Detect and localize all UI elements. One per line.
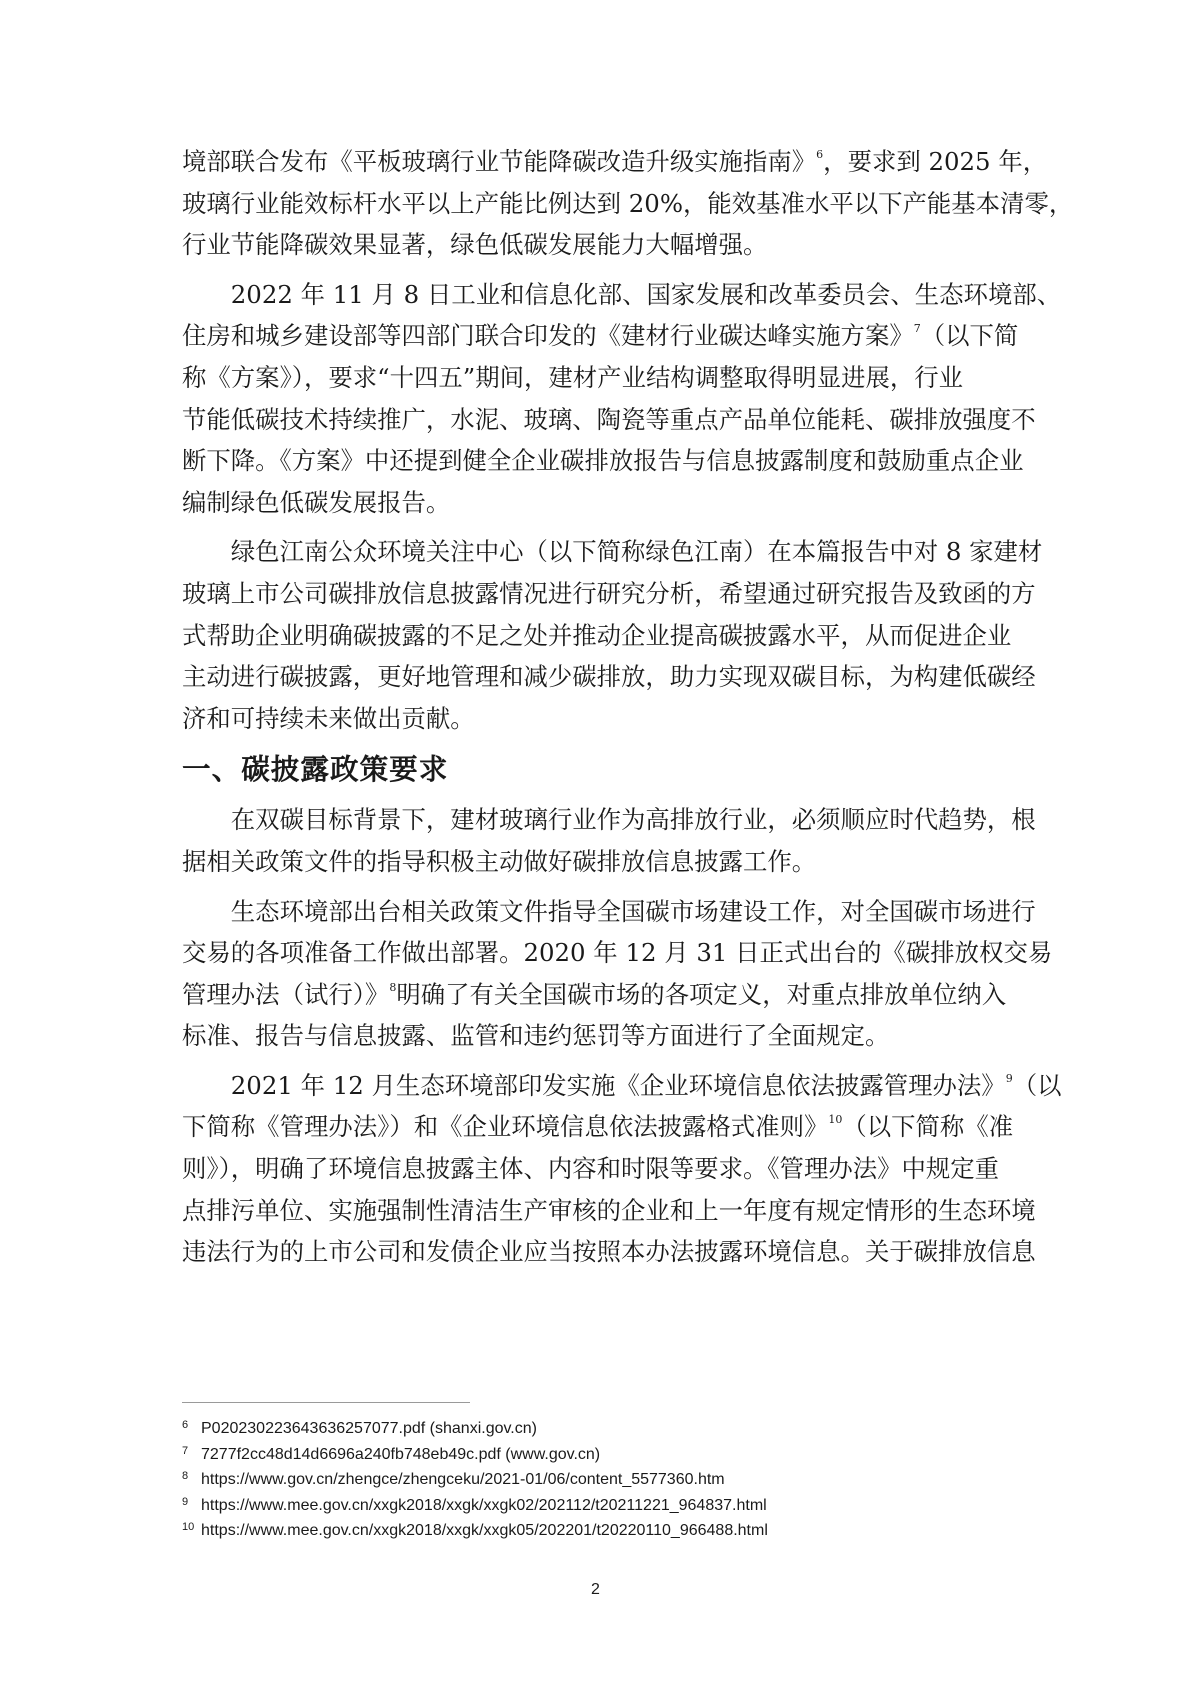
paragraph — [182, 1065, 1062, 1273]
text-segment: 2021 年 12 月生态环境部印发实施《企业环境信息依法披露管理办法》 — [182, 1070, 1006, 1100]
footnotes — [182, 1413, 1004, 1541]
paragraph-line — [182, 274, 1062, 316]
paragraph-line — [182, 891, 1036, 933]
paragraph-line — [182, 531, 1043, 573]
paragraph-line — [182, 841, 1004, 883]
text-segment: 交易的各项准备工作做出部署。2020 年 12 月 31 日正式出台的《碳排放权交易 — [182, 938, 1053, 968]
text-segment: ，要求到 2025 年， — [823, 147, 1048, 176]
footnote-number: 8 — [182, 1470, 189, 1483]
text-segment: 境部联合发布《平板玻璃行业节能降碳改造升级实施指南》 — [182, 147, 817, 176]
paragraph-line — [182, 399, 1036, 441]
section-heading: 一、碳披露政策要求 — [182, 752, 449, 787]
text-segment: 在双碳目标背景下，建材玻璃行业作为高排放行业，必须顺应时代趋势，根 — [182, 805, 1036, 835]
footnote-text: P020230223643636257077.pdf (shanxi.gov.cn) — [201, 1420, 537, 1437]
footnote-reference: 7 — [913, 322, 921, 336]
footnote-text: 7277f2cc48d14d6696a240fb748eb49c.pdf (www.gov.cn) — [201, 1445, 601, 1463]
footnote-item — [182, 1490, 1004, 1516]
text-segment: 称《方案》），要求“十四五”期间，建材产业结构调整取得明显进展，行业 — [182, 362, 964, 392]
text-segment: （以下简称《准 — [842, 1112, 1014, 1142]
paragraph-line — [182, 183, 1074, 225]
footnote-number: 10 — [182, 1521, 195, 1534]
paragraph-line — [182, 357, 1004, 399]
footnote-text: https://www.mee.gov.cn/xxgk2018/xxgk/xxgk05/202201/t20220110_966488.html — [201, 1522, 768, 1540]
text-segment: 断下降。《方案》中还提到健全企业碳排放报告与信息披露制度和鼓励重点企业 — [182, 446, 1024, 476]
footnote-reference: 10 — [828, 1113, 843, 1127]
footnote-divider — [182, 1402, 470, 1403]
paragraph-line — [182, 440, 1024, 482]
footnote-item — [182, 1413, 1004, 1439]
text-segment: （以下简 — [920, 321, 1019, 351]
paragraph — [182, 891, 1053, 1057]
paragraph-line — [182, 799, 1036, 841]
footnote-item — [182, 1515, 1004, 1541]
footnote-item — [182, 1439, 1004, 1465]
paragraph-line — [182, 1148, 1004, 1190]
text-segment: 明确了有关全国碳市场的各项定义，对重点排放单位纳入 — [396, 979, 1007, 1009]
page-body — [182, 141, 1074, 1281]
paragraph — [182, 141, 1074, 266]
paragraph — [182, 799, 1036, 882]
paragraph-line — [182, 974, 1007, 1016]
text-segment: 玻璃行业能效标杆水平以上产能比例达到 20%，能效基准水平以下产能基本清零， — [182, 188, 1074, 218]
text-segment: 玻璃上市公司碳排放信息披露情况进行研究分析，希望通过研究报告及致函的方 — [182, 578, 1036, 608]
paragraph-line — [182, 1231, 1036, 1273]
paragraph-line — [182, 1106, 1014, 1148]
text-segment: 则》），明确了环境信息披露主体、内容和时限等要求。《管理办法》中规定重 — [182, 1154, 1000, 1184]
text-segment: （以 — [1012, 1070, 1062, 1100]
intro-paragraphs — [182, 141, 1074, 739]
page-number: 2 — [591, 1581, 600, 1598]
text-segment: 式帮助企业明确碳披露的不足之处并推动企业提高碳披露水平，从而促进企业 — [182, 620, 1012, 650]
text-segment: 管理办法（试行）》 — [182, 979, 390, 1009]
footnote-number: 9 — [182, 1495, 189, 1508]
paragraph-line — [182, 1190, 1036, 1232]
paragraph-line — [182, 141, 1048, 183]
footnote-reference: 6 — [816, 148, 824, 161]
text-segment: 下简称《管理办法》）和《企业环境信息依法披露格式准则》 — [182, 1112, 829, 1142]
paragraph — [182, 274, 1062, 524]
text-segment: 2022 年 11 月 8 日工业和信息化部、国家发展和改革委员会、生态环境部、 — [182, 279, 1062, 309]
text-segment: 行业节能降碳效果显著，绿色低碳发展能力大幅增强。 — [182, 230, 768, 260]
paragraph-line — [182, 615, 1012, 657]
text-segment: 生态环境部出台相关政策文件指导全国碳市场建设工作，对全国碳市场进行 — [182, 896, 1036, 926]
paragraph-line — [182, 1015, 1004, 1057]
text-segment: 据相关政策文件的指导积极主动做好碳排放信息披露工作。 — [182, 846, 817, 876]
section-paragraphs — [182, 799, 1062, 1273]
paragraph-line — [182, 224, 1004, 266]
paragraph-line — [182, 932, 1053, 974]
paragraph-line — [182, 1065, 1062, 1107]
text-segment: 绿色江南公众环境关注中心（以下简称绿色江南）在本篇报告中对 8 家建材 — [182, 537, 1043, 567]
text-segment: 住房和城乡建设部等四部门联合印发的《建材行业碳达峰实施方案》 — [182, 321, 914, 351]
text-segment: 编制绿色低碳发展报告。 — [182, 487, 451, 517]
paragraph-line — [182, 656, 1036, 698]
paragraph-line — [182, 482, 1004, 524]
paragraph-line — [182, 315, 1019, 357]
text-segment: 违法行为的上市公司和发债企业应当按照本办法披露环境信息。关于碳排放信息 — [182, 1237, 1036, 1267]
footnote-text: https://www.gov.cn/zhengce/zhengceku/2021-01/06/content_5577360.htm — [201, 1471, 725, 1489]
footnote-number: 6 — [182, 1419, 189, 1431]
text-segment: 节能低碳技术持续推广，水泥、玻璃、陶瓷等重点产品单位能耗、碳排放强度不 — [182, 404, 1036, 434]
footnote-item — [182, 1464, 1004, 1490]
paragraph — [182, 531, 1043, 739]
footnote-number: 7 — [182, 1444, 189, 1457]
footnote-reference: 8 — [389, 980, 397, 994]
text-segment: 济和可持续未来做出贡献。 — [182, 703, 475, 733]
paragraph-line — [182, 573, 1036, 615]
footnote-reference: 9 — [1005, 1071, 1013, 1085]
text-segment: 标准、报告与信息披露、监管和违约惩罚等方面进行了全面规定。 — [182, 1021, 890, 1051]
paragraph-line — [182, 698, 1004, 740]
footnote-text: https://www.mee.gov.cn/xxgk2018/xxgk/xxgk02/202112/t20211221_964837.html — [201, 1496, 767, 1514]
text-segment: 点排污单位、实施强制性清洁生产审核的企业和上一年度有规定情形的生态环境 — [182, 1195, 1036, 1225]
text-segment: 主动进行碳披露，更好地管理和减少碳排放，助力实现双碳目标，为构建低碳经 — [182, 662, 1036, 692]
